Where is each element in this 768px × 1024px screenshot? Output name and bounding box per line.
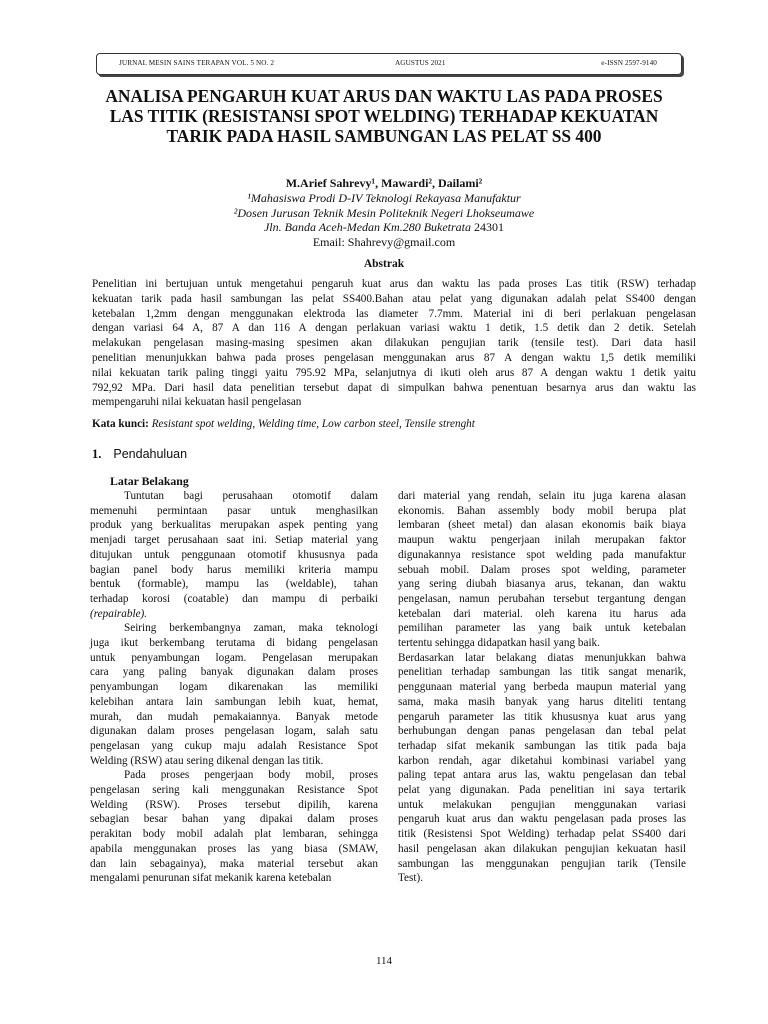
text-line: pengelasan, namun perubahan tersebut tergantung dengan [398, 592, 686, 605]
text-line: juga ikut berkembang terutama di bidang pengelasan [90, 637, 378, 650]
page-number: 114 [375, 955, 393, 967]
text-line: tertentu sehingga didapatkan hasil yang baik. [398, 637, 600, 650]
text-line: penggunaan material yang berbeda maupun material yang [398, 681, 686, 694]
text-line: bagian panel body harus memiliki kriteria mampu [90, 563, 378, 576]
text-line: pengaruh parameter las titik khususnya kuat arus yang [398, 710, 686, 723]
journal-header [96, 53, 682, 75]
text-line: pemilihan parameter las yang baik untuk ketebalan [398, 622, 686, 635]
abstract-line: Penelitian ini bertujuan untuk mengetahui pengaruh kuat arus dan waktu las pada proses Las titik (RSW) terhadap [92, 278, 696, 290]
section-heading [92, 447, 187, 462]
text-line: menjadi target perusahaan saat ini. Setiap material yang [90, 534, 378, 547]
text-line: (repairable). [90, 607, 148, 620]
text-line: titik (Resistensi Spot Welding) terhadap pelat SS400 dari [398, 828, 686, 841]
text-line: untuk melakukan pengujian menggunakan variasi [398, 798, 686, 811]
author-block [110, 176, 658, 250]
text-line: Welding (RSW) atau sering dikenal dengan las titik. [90, 754, 324, 767]
affiliation-2: ²Dosen Jurusan Teknik Mesin Politeknik Negeri Lhokseumawe [233, 205, 535, 220]
abstract-line: kekuatan tarik pada hasil sambungan las pelat SS400.Bahan atau pelat yang digunakan adalah pelat SS400 dengan [92, 292, 696, 305]
postcode: 24301 [471, 220, 505, 235]
abstract-heading: Abstrak [363, 258, 405, 270]
text-line: sebuah mobil. Dalam proses spot welding, parameter [398, 563, 686, 576]
address: Jln. Banda Aceh-Medan Km.280 Buketrata [263, 220, 472, 235]
author-names: M.Arief Sahrevy¹, Mawardi², Dailami² [285, 176, 483, 190]
paper-title [60, 86, 708, 146]
text-line: dari material yang rendah, selain itu juga karena alasan [398, 490, 686, 502]
text-line: dan lain sebagainya), maka material tersebut akan [90, 857, 378, 870]
text-line: mengalami penurunan sifat mekanik karena ketebalan [90, 872, 332, 885]
text-line: pelat yang digunakan. Pada penelitian ini saya tertarik [398, 784, 686, 797]
text-line: sambungan las menggunakan pengujian tarik (Tensile [398, 857, 686, 870]
text-line: berhubungan dengan panas pengelasan dan tebal pelat [398, 725, 686, 738]
text-line: Seiring berkembangnya zaman, maka teknologi [124, 622, 378, 635]
affiliation-1: ¹Mahasiswa Prodi D-IV Teknologi Rekayasa Manufaktur [247, 190, 521, 205]
text-line: produk yang berkualitas merupakan aspek penting yang [90, 519, 378, 532]
text-line: Welding (RSW). Proses tersebut dipilih, karena [90, 798, 378, 811]
text-line: Tuntutan bagi perusahaan otomotif dalam [124, 490, 378, 502]
abstract-line: dengan variasi 64 A, 87 A dan 116 A dengan perlakuan variasi waktu 1 detik, 1.5 detik dan 2 detik. Setelah [92, 322, 696, 335]
text-line: Berdasarkan latar belakang diatas menunjukkan bahwa [398, 651, 686, 664]
abstract-line: melakukan pengelasan masing-masing spesimen akan dilakukan pengujian tarik (tensile test). Dari data hasil [92, 337, 696, 350]
abstract-line: penelitian menunjukkan bahwa pada proses pengelasan menggunakan arus 87 A dengan waktu 1,5 detik memiliki [92, 351, 696, 364]
text-line: kelebihan antara lain sambungan lebih kuat, hemat, [90, 695, 378, 708]
title-line: TARIK PADA HASIL SAMBUNGAN LAS PELAT SS 400 [166, 126, 602, 146]
text-line: ditujukan untuk penggunaan otomotif khususnya pada [90, 548, 378, 561]
journal-name: JURNAL MESIN SAINS TERAPAN VOL. 5 NO. 2 [119, 59, 275, 67]
keywords [92, 418, 712, 430]
text-line: bentuk (formable), mampu las (weldable), tahan [90, 578, 378, 591]
keywords-label: Kata kunci: [92, 418, 149, 430]
text-line: cara yang paling banyak digunakan dalam proses [90, 666, 378, 679]
keywords-text: Resistant spot welding, Welding time, Low carbon steel, Tensile strenght [148, 418, 475, 430]
section-number: 1. [92, 447, 102, 461]
text-line: terhadap korosi (coatable) dan mampu di perbaiki [90, 592, 378, 605]
text-line: pengelasan yang cukup maju adalah Resistance Spot [90, 739, 378, 752]
title-line: ANALISA PENGARUH KUAT ARUS DAN WAKTU LAS PADA PROSES [105, 86, 663, 106]
abstract-line: ketebalan 1,2mm dengan menggunakan elektroda las diameter 7.7mm. Material ini di beri perlakuan pengelasan [92, 307, 696, 320]
text-line: digunakannya resistance spot welding pada manufaktur [398, 548, 686, 561]
text-line: ketebalan dari material. oleh karena itu harus ada [398, 607, 686, 620]
text-line: sebagian besar bahan yang dipakai dalam proses [90, 813, 378, 826]
text-line: murah, dan mudah pemakaiannya. Banyak metode [90, 710, 378, 723]
text-line: pengaruh kuat arus dan waktu pengelasan pada proses las [398, 813, 686, 826]
left-column [90, 489, 378, 886]
title-line: LAS TITIK (RESISTANSI SPOT WELDING) TERHADAP KEKUATAN [109, 106, 659, 126]
text-line: hasil pengelasan akan dilakukan pengujian kekuatan hasil [398, 842, 686, 855]
text-line: penyambungan logam dikarenakan las memiliki [90, 681, 378, 694]
text-line: terhadap sifat mekanik sambungan las titik pada baja [398, 739, 686, 752]
text-line: ekonomis. Bahan assembly body mobil berupa plat [398, 504, 686, 517]
text-line: apabila menggunakan proses las yang biasa (SMAW, [90, 842, 378, 855]
text-line: Pada proses pengerjaan body mobil, proses [124, 769, 378, 782]
text-line: yang sering diubah biasanya arus, tekanan, dan waktu [398, 578, 686, 591]
email: Email: Shahrevy@gmail.com [312, 235, 456, 250]
text-line: Test). [398, 872, 424, 885]
abstract-body [92, 277, 696, 410]
text-line: untuk penyambungan logam. Pengelasan merupakan [90, 651, 378, 664]
text-line: pengelasan sering kali menggunakan Resistance Spot [90, 784, 378, 797]
abstract-line: 792,92 MPa. Dari hasil data penelitian tersebut dapat di simpulkan bahwa penentuan besarnya arus dan waktu las [92, 381, 696, 394]
abstract-line: nilai kekuatan tarik paling tinggi yaitu 795.92 MPa, selanjutnya di ikuti oleh arus 87 A dengan waktu 1 detik yaitu [92, 366, 696, 379]
abstract-line: mempengaruhi nilai kekuatan hasil pengelasan [92, 396, 302, 409]
text-line: paling tepat antara arus las, waktu pengelasan dan tebal [398, 769, 686, 782]
issn: e-ISSN 2597-9140 [601, 59, 657, 67]
text-line: penelitian terhadap sambungan las titik sangat menarik, [398, 666, 686, 679]
text-line: lembaran (sheet metal) dan alasan ekonomis baik biaya [398, 519, 686, 532]
text-line: perakitan body mobil adalah plat lembaran, sehingga [90, 828, 378, 841]
text-line: maupun waktu pengerjaan inilah merupakan faktor [398, 534, 686, 547]
right-column [398, 489, 686, 886]
address-line [110, 220, 658, 235]
subsection-heading: Latar Belakang [110, 474, 189, 488]
text-line: digunakan dalam proses pengelasan logam, salah satu [90, 725, 378, 738]
text-line: sama, maka masih banyak yang harus diteliti tentang [398, 695, 686, 708]
issue-date: AGUSTUS 2021 [395, 59, 446, 67]
section-title: Pendahuluan [113, 447, 188, 461]
text-line: karbon rendah, agar diketahui kombinasi variabel yang [398, 754, 686, 767]
text-line: memenuhi permintaan pasar untuk menghasilkan [90, 504, 378, 517]
